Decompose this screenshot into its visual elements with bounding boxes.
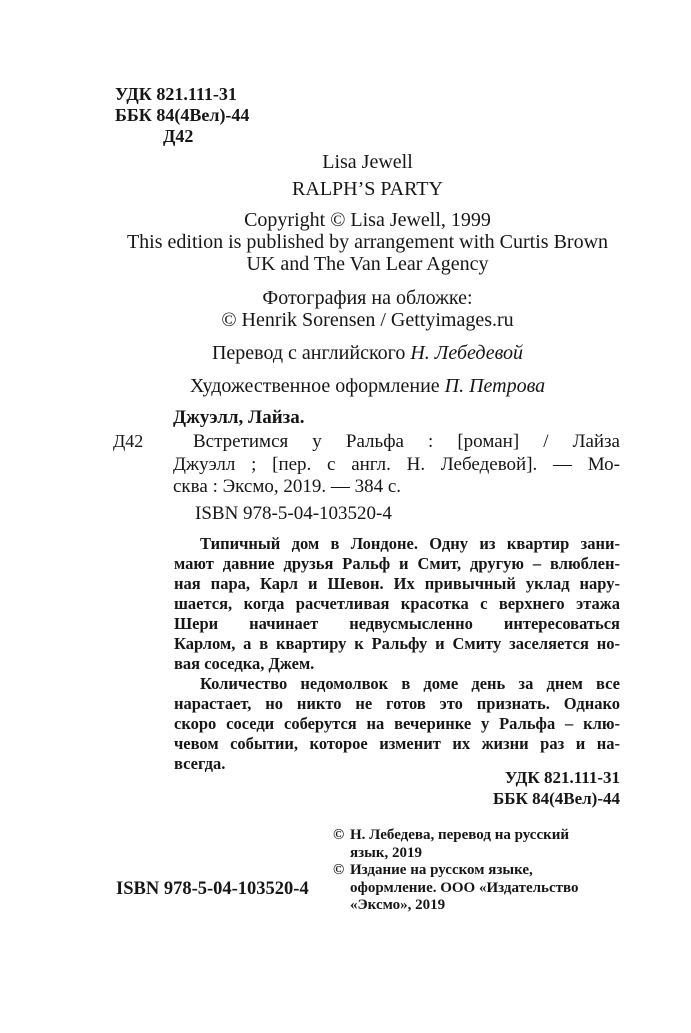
- annotation-line: нарастает, но никто не готов это признать. Однако: [174, 694, 620, 713]
- isbn-catalog-card: ISBN 978-5-04-103520-4: [195, 503, 392, 524]
- catalog-card-description-line: сква : Эксмо, 2019. — 384 с.: [173, 476, 402, 497]
- annotation-line: мают давние друзья Ральф и Смит, другую – влюблен-: [174, 554, 620, 573]
- copyright-notice-publisher: [333, 862, 633, 915]
- author-sign-top: Д42: [163, 126, 194, 146]
- annotation-line: вая соседка, Джем.: [174, 654, 315, 673]
- copyright-notice-line: Н. Лебедева, перевод на русский: [350, 827, 570, 843]
- copyright-notice-line: оформление. ООО «Издательство: [350, 879, 579, 896]
- annotation-line: шается, когда расчетливая красотка с верхнего этажа: [174, 594, 620, 613]
- copyright-notice-line: Издание на русском языке,: [350, 862, 533, 878]
- isbn-bottom: ISBN 978-5-04-103520-4: [116, 879, 309, 899]
- copyright-notice-translation: [333, 827, 633, 862]
- copyright-notice-line: «Эксмо», 2019: [350, 897, 446, 913]
- udk-code-bottom: УДК 821.111-31: [504, 768, 620, 787]
- annotation-paragraph-1: [174, 534, 620, 674]
- catalog-codes-bottom: [115, 768, 620, 809]
- bbk-code-top: ББК 84(4Вел)-44: [115, 105, 250, 125]
- annotation-line: всегда.: [174, 754, 226, 773]
- copyright-notices: [333, 827, 633, 915]
- copyright-symbol: ©: [333, 862, 345, 878]
- annotation-line: Количество недомолвок в доме день за днем все: [200, 674, 620, 693]
- translation-credit-label: Перевод с английского: [211, 342, 406, 364]
- annotation-line: ная пара, Карл и Шевон. Их привычный уклад нару-: [174, 574, 620, 593]
- catalog-card-description-line: Джуэлл ; [пер. с англ. Н. Лебедевой]. — Мо-: [173, 453, 620, 475]
- catalog-card-description-line: Встретимся у Ральфа : [роман] / Лайза: [193, 431, 620, 452]
- translator-name: Н. Лебедевой: [410, 342, 524, 364]
- cover-photo-credit: © Henrik Sorensen / Gettyimages.ru: [221, 309, 514, 331]
- annotation-line: чевом событии, которое изменит их жизни раз и на-: [174, 734, 620, 753]
- annotation-line: скоро соседи соберутся на вечеринке у Ральфа – клю-: [174, 714, 620, 733]
- catalog-card-description: [173, 431, 620, 499]
- author-name-english: Lisa Jewell: [322, 151, 413, 173]
- annotation-line: Типичный дом в Лондоне. Одну из квартир зани-: [200, 534, 620, 553]
- design-credit: [115, 375, 620, 398]
- annotation-paragraph-2: [174, 674, 620, 774]
- copyright-symbol: ©: [333, 827, 345, 843]
- catalog-card-author-sign: Д42: [113, 431, 144, 451]
- book-title-english: RALPH’S PARTY: [292, 178, 443, 200]
- edition-arrangement-line2: UK and The Van Lear Agency: [246, 253, 489, 275]
- catalog-card-author: Джуэлл, Лайза.: [173, 407, 305, 428]
- udk-code-top: УДК 821.111-31: [115, 84, 237, 104]
- copyright-line-english: Copyright © Lisa Jewell, 1999: [244, 209, 491, 231]
- design-credit-label: Художественное оформление: [189, 375, 440, 397]
- annotation-line: Шери начинает недвусмысленно интересоваться: [174, 614, 620, 633]
- edition-arrangement-line1: This edition is published by arrangement with Curtis Brown: [126, 231, 609, 253]
- cover-photo-label: Фотография на обложке:: [262, 287, 473, 309]
- catalog-codes-top: [115, 84, 249, 147]
- copyright-notice-line: язык, 2019: [350, 844, 422, 861]
- designer-name: П. Петрова: [444, 375, 546, 397]
- translation-credit: [115, 342, 620, 365]
- annotation-block: [174, 534, 620, 774]
- bbk-code-bottom: ББК 84(4Вел)-44: [493, 788, 620, 808]
- annotation-line: Карлом, а в квартиру к Ральфу и Смиту заселяется но-: [174, 634, 620, 653]
